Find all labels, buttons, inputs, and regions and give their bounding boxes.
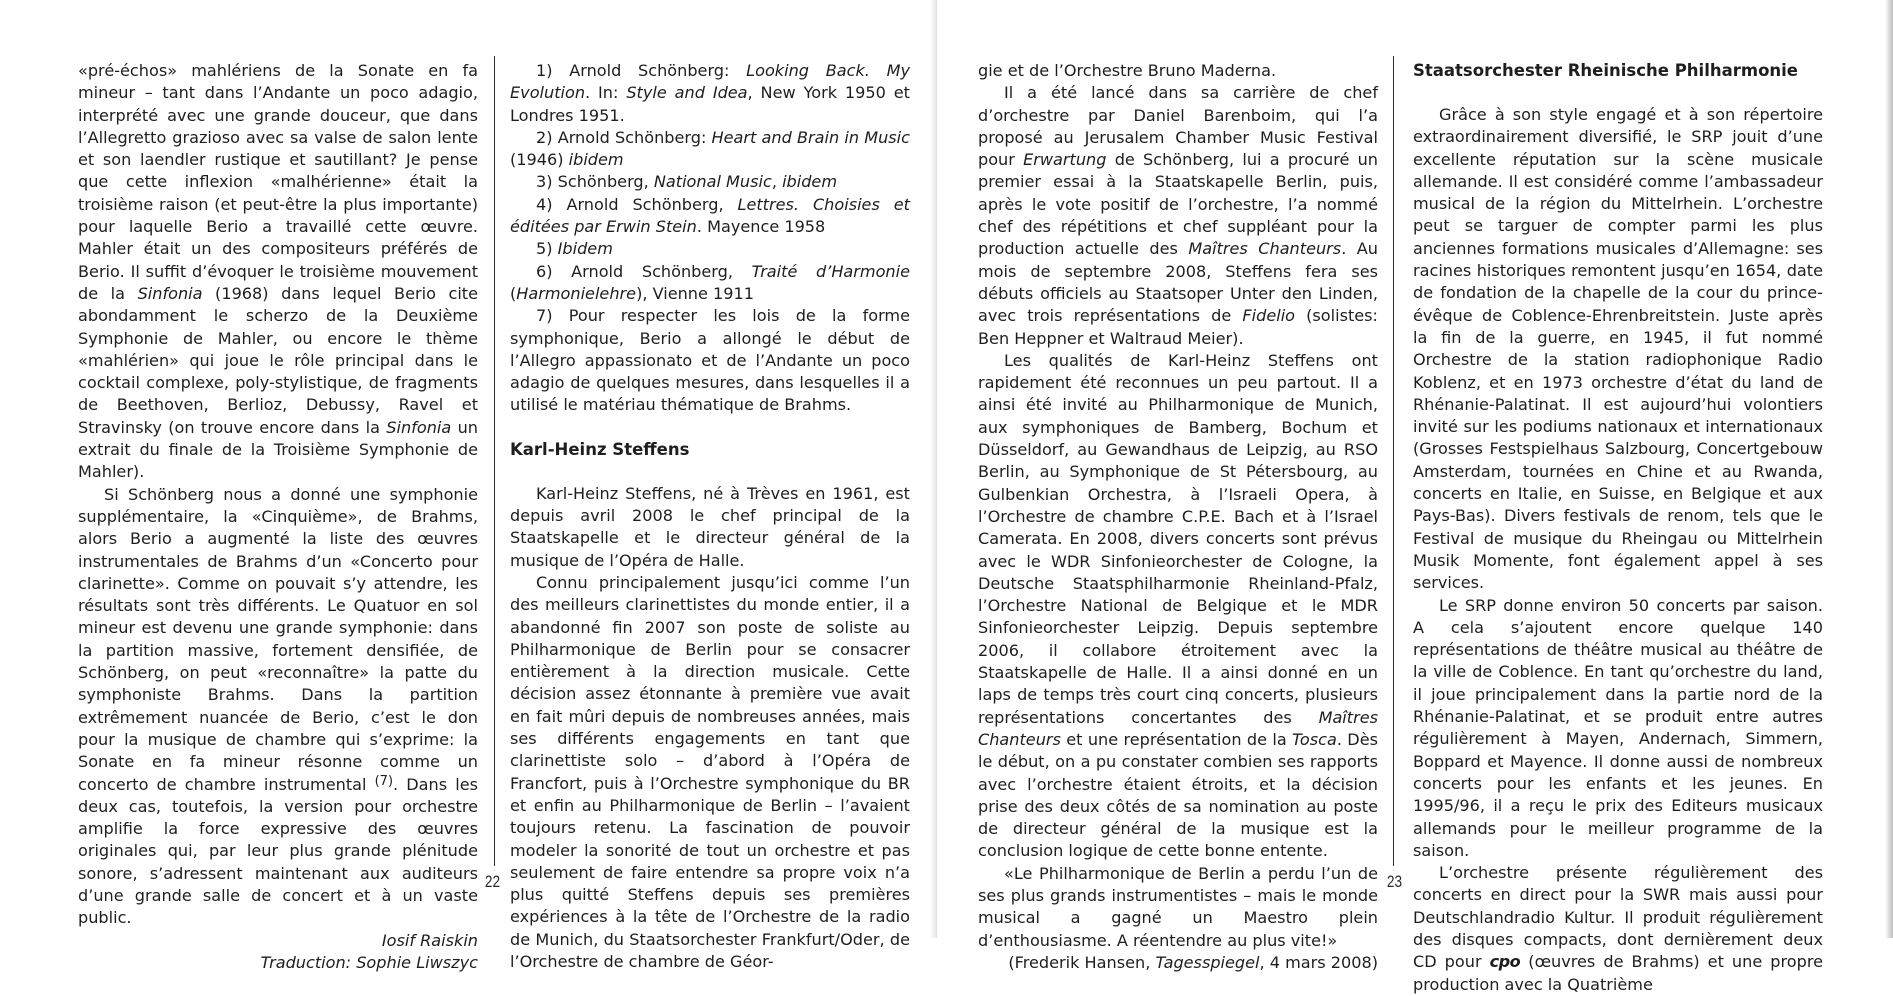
author-signature: Iosif Raiskin	[381, 930, 478, 950]
page-number: 22	[484, 872, 501, 891]
translator-credit: Traduction: Sophie Liwszyc	[260, 952, 478, 972]
page-number: 23	[1386, 872, 1403, 891]
section-heading-steffens: Karl-Heinz Steffens	[510, 439, 690, 459]
column-divider	[1393, 56, 1394, 866]
footnotes-list	[510, 60, 910, 417]
footnote-ref: (7)	[374, 773, 394, 789]
paragraph: Grâce à son style engagé et à son répertoire extraordinairement diversifié, le SRP jouit d’une excellente réputation sur la scène musicale allemande. Il est considéré comme l’ambassadeur musical de la région du Mittelrhein. L’orchestre peut se targuer de compter parmi les plus anciennes formations musicales d’Allemagne: ses racines historiques remontent jusqu’en 1654, date de fondation de la chapelle de la cour du prince-évêque de Coblence-Ehrenbreitstein. Juste après la fin de la guerre, en 1945, il fut nommé Orchestre de la station radiophonique Radio Koblenz, et en 1973 orchestre d’état du land de Rhénanie-Palatinat. Il est aujourd’hui volontiers invité sur les podiums nationaux et internationaux (Grosses Festspielhaus Salzbourg, Concertgebouw Amsterdam, tournées en Chine et au Rwanda, concerts en Italie, en Suisse, en Belgique et aux Pays-Bas). Divers festivals de renom, tels que le Festival de musique du Rheingau ou Mittelrhein Musik Momente, font également appel à ses services.	[1413, 105, 1823, 593]
column-srp	[1413, 60, 1823, 996]
footnote-item: 2) Arnold Schönberg: Heart and Brain in Music (1946) ibidem	[510, 127, 910, 170]
footnote-item: 5) Ibidem	[536, 239, 613, 259]
column-footnotes-steffens	[510, 60, 910, 973]
footnote-item: 1) Arnold Schönberg: Looking Back. My Evolution. In: Style and Idea, New York 1950 et Londres 1951.	[510, 61, 910, 125]
paragraph: Karl-Heinz Steffens, né à Trèves en 1961, est depuis avril 2008 le chef principal de la Staatskapelle et le directeur général de la musique de l’Opéra de Halle.	[510, 483, 910, 570]
footnote-item: 3) Schönberg, National Music, ibidem	[536, 172, 838, 192]
paragraph: Connu principalement jusqu’ici comme l’un des meilleurs clarinettistes du monde entier, il a abandonné fin 2007 son poste de soliste au Philharmonique de Berlin pour se consacrer entièrement à la direction musicale. Cette décision assez étonnante à première vue avait en fait mûri depuis de nombreuses années, mais ses différents engagements en tant que clarinettiste solo – d’abord à l’Opéra de Francfort, puis à l’Orchestre symphonique du BR et enfin au Philharmonique de Berlin – l’avaient toujours retenu. La fascination de pouvoir modeler la sonorité de tout un orchestre et pas seulement de faire entendre sa propre voix n’a plus quitté Steffens depuis ses premières expériences à la tête de l’Orchestre de la radio de Munich, du Staatsorchester Frankfurt/Oder, de l’Orchestre de chambre de Géor-	[510, 572, 910, 971]
paragraph: Il a été lancé dans sa carrière de chef d’orchestre par Daniel Barenboim, qui l’a proposé au Jerusalem Chamber Music Festival pour Erwartung de Schönberg, lui a procuré un premier essai à la Staatskapelle Berlin, puis, après le vote positif de l’orchestre, l’a nommé chef des répétitions et chef suppléant pour la production actuelle des Maîtres Chanteurs. Au mois de septembre 2008, Steffens fera ses débuts officiels au Staatsoper Unter den Linden, avec trois représentations de Fidelio (solistes: Ben Heppner et Waltraud Meier).	[978, 83, 1378, 348]
press-quote: «Le Philharmonique de Berlin a perdu l’un de ses plus grands instrumentistes – mais le monde musical a gagné un Maestro plein d’enthousiasme. A réentendre au plus vite!»	[978, 863, 1378, 950]
paragraph: L’orchestre présente régulièrement des concerts en direct pour la SWR mais aussi pour Deutschlandradio Kultur. Il produit régulièrement des disques compacts, dont dernièrement deux CD pour cpo (œuvres de Brahms) et une propre production avec la Quatrième	[1413, 863, 1823, 994]
paragraph: Si Schönberg nous a donné une symphonie supplémentaire, la «Cinquième», de Brahms, alors Berio a augmenté la liste des œuvres instrumentales de Brahms d’un «Concerto pour clarinette». Comme on pouvait s’y attendre, les résultats sont très différents. Le Quatuor en sol mineur est devenu une grande symphonie: dans la partition massive, fortement densifiée, de Schönberg, on peut «reconnaître» la patte du symphoniste Brahms. Dans la partition extrêmement nuancée de Berio, c’est le don pour la musique de chambre qui s’exprime: la Sonate en fa mineur résonne comme un concerto de chambre instrumental $^{(7)}$. Dans les deux cas, toutefois, la version pour orchestre amplifie la force expressive des œuvres originales qui, par leur plus grande plénitude sonore, s’adressent maintenant aux auditeurs d’une grande salle de concert et à un vaste public.	[78, 484, 478, 928]
quote-citation: (Frederik Hansen, Tagesspiegel, 4 mars 2008)	[1008, 952, 1378, 972]
paragraph: gie et de l’Orchestre Bruno Maderna.	[978, 61, 1277, 80]
footnote-item: 6) Arnold Schönberg, Traité d’Harmonie (Harmonielehre), Vienne 1911	[510, 261, 910, 303]
column-divider	[494, 56, 495, 866]
paragraph: Les qualités de Karl-Heinz Steffens ont rapidement été reconnues un peu partout. Il a ainsi été invité au Philharmonique de Munich, aux symphoniques de Bamberg, Bochum et Düsseldorf, au Gewandhaus de Leipzig, au RSO Berlin, au Symphonique de St Pétersbourg, au Gulbenkian Orchestra, à l’Israeli Opera, à l’Orchestre de chambre C.P.E. Bach et à l’Israel Camerata. En 2008, divers concerts sont prévus avec le WDR Sinfonieorchester de Cologne, la Deutsche Staatsphilharmonie Rheinland-Pfalz, l’Orchestre National de Belgique et le MDR Sinfonieorchester Leipzig. Depuis septembre 2006, il collabore étroitement avec la Staatskapelle de Halle. Il a ainsi donné en un laps de temps très court cinq concerts, plusieurs représentations concertantes des Maîtres Chanteurs et une représentation de la Tosca. Dès le début, on a pu constater combien ses rapports avec l’orchestre étaient étroits, et la décision prise des deux côtés de sa nomination au poste de directeur général de la musique est la conclusion logique de cette bonne entente.	[978, 350, 1378, 861]
paragraph: Le SRP donne environ 50 concerts par saison. A cela s’ajoutent encore quelque 140 représentations de théâtre musical au théâtre de la ville de Coblence. En tant qu’orchestre du land, il joue principalement dans la partie nord de la Rhénanie-Palatinat, et se produit entre autres régulièrement à Mayen, Andernach, Simmern, Boppard et Mayence. Il donne aussi de nombreux concerts pour les enfants et les jeunes. En 1995/96, il a reçu le prix des Editeurs musicaux allemands pour le meilleur programme de la saison.	[1413, 595, 1823, 860]
page-22	[0, 0, 937, 972]
column-steffens-continued	[978, 60, 1378, 974]
section-heading-srp: Staatsorchester Rheinische Philharmonie	[1413, 61, 1798, 80]
footnote-item: 7) Pour respecter les lois de la forme symphonique, Berio a allongé le début de l’Allegro appassionato et de l’Andante un poco adagio de quelques mesures, dans lesquelles il a utilisé le matériau thématique de Brahms.	[510, 306, 911, 415]
footnote-item: 4) Arnold Schönberg, Lettres. Choisies et éditées par Erwin Stein. Mayence 1958	[510, 194, 910, 237]
paragraph: «pré-échos» mahlériens de la Sonate en fa mineur – tant dans l’Andante un poco adagio, interprété avec une grande douceur, que dans l’Allegretto grazioso avec sa valse de salon lente et son laendler rustique et sautillant? Je pense que cette inflexion «malhérienne» était la troisième raison (et peut-être la plus importante) pour laquelle Berio a travaillé cette œuvre. Mahler était un des compositeurs préférés de Berio. Il suffit d’évoquer le troisième mouvement de la Sinfonia (1968) dans lequel Berio cite abondamment le scherzo de la Deuxième Symphonie de Mahler, ou encore le thème «mahlérien» qui joue le rôle principal dans le cocktail complexe, poly-stylistique, de fragments de Beethoven, Berlioz, Debussy, Ravel et Stravinsky (on trouve encore dans la Sinfonia un extrait du finale de la Troisième Symphonie de Mahler).	[78, 61, 479, 482]
cpo-label-logo: cpo	[1489, 952, 1521, 972]
page-edge-shadow	[1885, 0, 1893, 938]
column-berio-essay-end	[78, 60, 478, 974]
